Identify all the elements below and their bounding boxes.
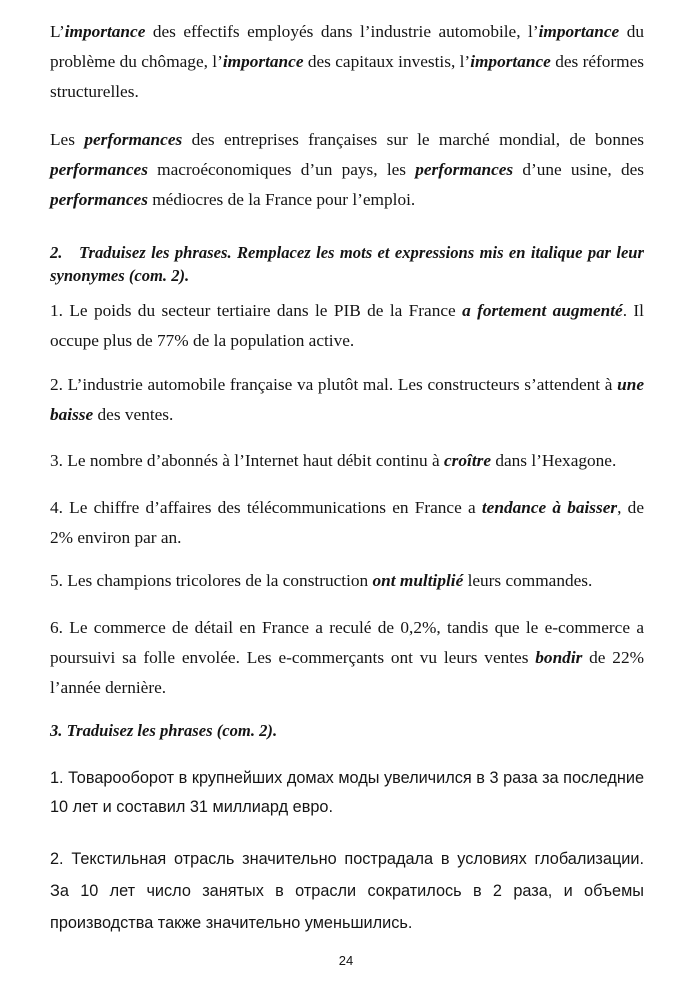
text: macroéconomiques d’un pays, les — [147, 160, 416, 179]
exercise-3-item-1: 1. Товарооборот в крупнейших домах моды увеличился в 3 раза за последние 10 лет и составил 31 миллиард евро. — [50, 769, 644, 816]
text: 4. Le chiffre d’affaires des télécommunications en France a — [50, 498, 482, 517]
emphasis: importance — [64, 22, 146, 41]
exercise-2-item-2 — [50, 370, 644, 430]
heading-number: 2. — [50, 243, 63, 262]
exercise-3-item-2: 2. Текстильная отрасль значительно пострадала в условиях глобализации. За 10 лет число занятых в отрасли сократилось в 2 раза, и объемы производства также значительно уменьшились. — [50, 850, 644, 932]
text: des capitaux investis, l’ — [303, 52, 471, 71]
text: des effectifs employés dans l’industrie automobile, l’ — [145, 22, 539, 41]
text: Les — [50, 130, 85, 149]
exercise-2-item-1 — [50, 296, 644, 356]
text: des réformes structurelles. — [50, 52, 644, 101]
text: . Il occupe plus de 77% de la population active. — [50, 301, 644, 350]
heading-text: Traduisez les phrases. Remplacez les mots et expressions mis en italique par leur synonymes (com. 2). — [50, 243, 644, 285]
emphasis: importance — [222, 52, 304, 71]
text: du problème du chômage, l’ — [50, 22, 644, 71]
emphasis: bondir — [535, 648, 583, 667]
text: L’ — [50, 22, 65, 41]
text: leurs commandes. — [463, 571, 593, 590]
exercise-2-item-5 — [50, 566, 644, 596]
performances-paragraph — [50, 125, 644, 215]
text: des entreprises françaises sur le marché mondial, de bonnes — [182, 130, 644, 149]
emphasis: performances — [84, 130, 183, 149]
emphasis: ont multiplié — [372, 571, 464, 590]
emphasis: performances — [50, 160, 148, 179]
text: médiocres de la France pour l’emploi. — [147, 190, 416, 209]
emphasis: croître — [443, 451, 492, 470]
exercise-2-item-3 — [50, 446, 644, 476]
text: 3. Le nombre d’abonnés à l’Internet haut débit continu à — [50, 451, 444, 470]
emphasis: a fortement augmenté — [462, 301, 623, 320]
emphasis: tendance à baisser — [481, 498, 618, 517]
text: des ventes. — [93, 405, 174, 424]
exercise-3-heading: 3. Traduisez les phrases (com. 2). — [50, 721, 278, 740]
exercise-2-heading — [50, 241, 644, 287]
exercise-2-item-4 — [50, 493, 644, 553]
text: , de 2% environ par an. — [50, 498, 644, 547]
text: 5. Les champions tricolores de la construction — [50, 571, 373, 590]
emphasis: performances — [415, 160, 514, 179]
text: de 22% l’année dernière. — [50, 648, 644, 697]
emphasis: performances — [50, 190, 148, 209]
text: 1. Le poids du secteur tertiaire dans le PIB de la France — [50, 301, 463, 320]
text: d’une usine, des — [513, 160, 644, 179]
emphasis: importance — [470, 52, 551, 71]
exercise-2-item-6 — [50, 613, 644, 703]
emphasis: une baisse — [50, 375, 644, 424]
page-number: 24 — [338, 953, 354, 968]
emphasis: importance — [538, 22, 620, 41]
text: 6. Le commerce de détail en France a reculé de 0,2%, tandis que le e-commerce a poursuivi sa folle envolée. Les e-commerçants ont vu leurs ventes — [50, 618, 644, 667]
importance-paragraph — [50, 17, 644, 107]
text: dans l’Hexagone. — [491, 451, 617, 470]
text: 2. L’industrie automobile française va plutôt mal. Les constructeurs s’attendent à — [50, 375, 618, 394]
